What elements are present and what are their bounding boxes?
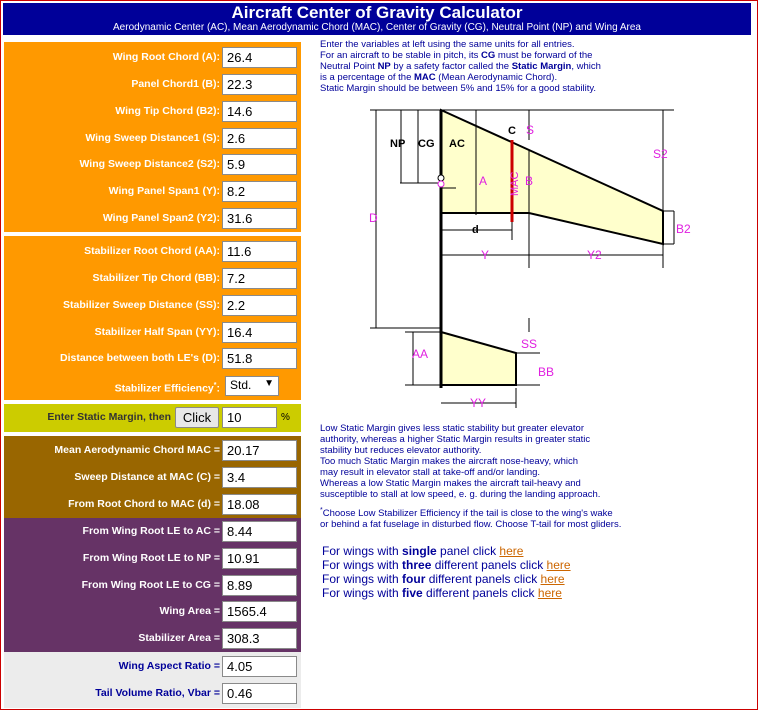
d-big-label: D bbox=[369, 211, 378, 225]
three-panel-link[interactable]: here bbox=[546, 558, 571, 572]
le-to-cg-label: From Wing Root LE to CG = bbox=[81, 579, 220, 591]
link-0-bold: single bbox=[402, 544, 437, 558]
static-margin-section bbox=[4, 404, 301, 432]
wing-span2-row bbox=[4, 205, 301, 232]
stab-tip-chord-input[interactable] bbox=[222, 268, 297, 289]
root-to-mac-label: From Root Chord to MAC (d) = bbox=[68, 498, 220, 510]
four-panel-link[interactable]: here bbox=[540, 572, 565, 586]
wing-sweep2-label: Wing Sweep Distance2 (S2): bbox=[79, 158, 220, 170]
stab-root-chord-label: Stabilizer Root Chord (AA): bbox=[84, 245, 220, 257]
stabilizer-planform bbox=[441, 332, 516, 385]
static-margin-input[interactable] bbox=[222, 407, 277, 428]
stab-half-span-label: Stabilizer Half Span (YY): bbox=[94, 326, 220, 338]
intro-3b: NP bbox=[377, 61, 391, 72]
intro-4b: MAC bbox=[414, 72, 436, 83]
single-panel-link[interactable]: here bbox=[499, 544, 524, 558]
intro-3e: , which bbox=[571, 61, 601, 72]
note-line-3: stability but reduces elevator authority. bbox=[320, 445, 482, 456]
click-button[interactable]: Click bbox=[175, 407, 219, 428]
stab-efficiency-label bbox=[115, 372, 220, 399]
page-subtitle: Aerodynamic Center (AC), Mean Aerodynamic Chord (MAC), Center of Gravity (CG), Neutral Point (NP) and Wing Area bbox=[113, 22, 641, 33]
link-2-pre: For wings with bbox=[322, 572, 403, 586]
intro-line-4 bbox=[320, 72, 750, 83]
page-title: Aircraft Center of Gravity Calculator bbox=[231, 3, 523, 22]
intro-line-1: Enter the variables at left using the same units for all entries. bbox=[320, 39, 575, 50]
panel-chord1-label: Panel Chord1 (B): bbox=[131, 78, 220, 90]
note-line-7: susceptible to stall at low speed, e. g. during the landing approach. bbox=[320, 489, 601, 500]
le-distance-input[interactable] bbox=[222, 348, 297, 369]
chevron-down-icon: ▼ bbox=[264, 378, 274, 389]
le-to-cg-output[interactable] bbox=[222, 575, 297, 596]
note-line-8-text: Choose Low Stabilizer Efficiency if the tail is close to the wing's wake bbox=[322, 508, 613, 520]
wing-area-row bbox=[4, 598, 301, 625]
a-label: A bbox=[479, 174, 488, 188]
intro-2c: must be forward of the bbox=[495, 50, 593, 61]
le-to-ac-label: From Wing Root LE to AC = bbox=[82, 525, 220, 537]
panel-chord1-input[interactable] bbox=[222, 74, 297, 95]
link-0-post: panel click bbox=[436, 544, 500, 558]
s2-label: S2 bbox=[653, 147, 668, 161]
wing-span1-label: Wing Panel Span1 (Y): bbox=[108, 185, 220, 197]
link-3-pre: For wings with bbox=[322, 586, 403, 600]
bb-label: BB bbox=[538, 365, 555, 379]
le-to-np-row bbox=[4, 545, 301, 572]
aa-label: AA bbox=[412, 347, 429, 361]
intro-line-5: Static Margin should be between 5% and 15% for a good stability. bbox=[320, 83, 597, 94]
note-asterisk: * bbox=[320, 507, 323, 514]
ss-label: SS bbox=[521, 337, 538, 351]
note-line-1: Low Static Margin gives less static stability but greater elevator bbox=[320, 423, 585, 434]
link-1-post: different panels click bbox=[431, 558, 547, 572]
le-to-ac-row bbox=[4, 518, 301, 545]
mac-output[interactable] bbox=[222, 440, 297, 461]
aspect-ratio-label: Wing Aspect Ratio = bbox=[118, 660, 220, 672]
intro-3a: Neutral Point bbox=[320, 61, 378, 72]
mac-row bbox=[4, 437, 301, 464]
sweep-mac-output[interactable] bbox=[222, 467, 297, 488]
link-1-bold: three bbox=[402, 558, 432, 572]
wing-diagram bbox=[350, 100, 710, 420]
page-header bbox=[3, 3, 751, 35]
wing-area-output[interactable] bbox=[222, 601, 297, 622]
y-label: Y bbox=[481, 248, 490, 262]
panel-chord1-row bbox=[4, 71, 301, 98]
note-line-5: may result in elevator stall at take-off and/or landing. bbox=[320, 467, 541, 478]
wing-span2-label: Wing Panel Span2 (Y2): bbox=[102, 212, 220, 224]
notes-text bbox=[320, 423, 750, 530]
stab-area-output[interactable] bbox=[222, 628, 297, 649]
stab-root-chord-input[interactable] bbox=[222, 241, 297, 262]
stab-efficiency-asterisk: * bbox=[213, 382, 217, 389]
wing-root-chord-label: Wing Root Chord (A): bbox=[112, 51, 220, 63]
y2-label: Y2 bbox=[587, 248, 602, 262]
note-line-8 bbox=[320, 505, 750, 519]
percent-unit: % bbox=[281, 412, 290, 423]
intro-3d: Static Margin bbox=[511, 61, 572, 72]
wing-span2-input[interactable] bbox=[222, 208, 297, 229]
np-label: NP bbox=[390, 138, 406, 150]
stab-sweep-label: Stabilizer Sweep Distance (SS): bbox=[63, 299, 220, 311]
link-0-pre: For wings with bbox=[322, 544, 403, 558]
position-results-section bbox=[4, 518, 301, 652]
wing-span1-row bbox=[4, 178, 301, 205]
wing-sweep2-input[interactable] bbox=[222, 154, 297, 175]
mac-label-diagram: MAC bbox=[509, 171, 521, 196]
wing-sweep2-row bbox=[4, 151, 301, 178]
le-to-cg-row bbox=[4, 572, 301, 599]
stab-sweep-row bbox=[4, 292, 301, 319]
stab-area-label: Stabilizer Area = bbox=[138, 632, 220, 644]
stab-half-span-input[interactable] bbox=[222, 322, 297, 343]
mac-results-section bbox=[4, 436, 301, 518]
intro-4c: (Mean Aerodynamic Chord). bbox=[435, 72, 558, 83]
tail-volume-label: Tail Volume Ratio, Vbar = bbox=[95, 687, 220, 699]
wing-tip-chord-input[interactable] bbox=[222, 101, 297, 122]
link-row-five bbox=[322, 586, 571, 600]
intro-2b: CG bbox=[481, 50, 496, 61]
b2-label: B2 bbox=[676, 222, 691, 236]
stab-sweep-input[interactable] bbox=[222, 295, 297, 316]
intro-line-3 bbox=[320, 61, 750, 72]
link-row-single bbox=[322, 544, 571, 558]
wing-inputs-section bbox=[4, 42, 301, 232]
wing-span1-input[interactable] bbox=[222, 181, 297, 202]
le-distance-row bbox=[4, 345, 301, 372]
wing-sweep1-input[interactable] bbox=[222, 128, 297, 149]
link-2-bold: four bbox=[402, 572, 426, 586]
wing-root-chord-row bbox=[4, 44, 301, 71]
ratio-results-section bbox=[4, 652, 301, 708]
stab-half-span-row bbox=[4, 319, 301, 346]
link-3-bold: five bbox=[402, 586, 423, 600]
static-margin-label: Enter Static Margin, then bbox=[47, 411, 171, 423]
link-row-four bbox=[322, 572, 571, 586]
tail-volume-row bbox=[4, 680, 301, 707]
wing-type-links bbox=[322, 544, 571, 600]
sweep-mac-row bbox=[4, 464, 301, 491]
link-3-post: different panels click bbox=[422, 586, 538, 600]
stab-root-chord-row bbox=[4, 238, 301, 265]
link-row-three bbox=[322, 558, 571, 572]
np-point bbox=[438, 181, 444, 187]
wing-root-chord-input[interactable] bbox=[222, 47, 297, 68]
d-small-label: d bbox=[472, 224, 479, 236]
link-1-pre: For wings with bbox=[322, 558, 403, 572]
mac-label: Mean Aerodynamic Chord MAC = bbox=[54, 444, 220, 456]
intro-4a: is a percentage of the bbox=[320, 72, 415, 83]
stab-efficiency-row bbox=[4, 372, 301, 399]
cg-point bbox=[438, 175, 444, 181]
five-panel-link[interactable]: here bbox=[537, 586, 562, 600]
stab-tip-chord-label: Stabilizer Tip Chord (BB): bbox=[92, 272, 220, 284]
note-line-6: Whereas a low Static Margin makes the aircraft tail-heavy and bbox=[320, 478, 581, 489]
note-line-2: authority, whereas a higher Static Margin results in greater static bbox=[320, 434, 591, 445]
stab-efficiency-text: Stabilizer Efficiency bbox=[114, 382, 214, 395]
aspect-ratio-output[interactable] bbox=[222, 656, 297, 677]
sweep-mac-label: Sweep Distance at MAC (C) = bbox=[74, 471, 220, 483]
le-to-np-label: From Wing Root LE to NP = bbox=[82, 552, 220, 564]
intro-text bbox=[320, 39, 750, 94]
le-distance-label: Distance between both LE's (D): bbox=[59, 352, 220, 364]
stab-efficiency-colon: : bbox=[216, 382, 220, 395]
intro-2a: For an aircraft to be stable in pitch, its bbox=[320, 50, 482, 61]
stab-area-row bbox=[4, 625, 301, 652]
le-to-np-output[interactable] bbox=[222, 548, 297, 569]
c-label: C bbox=[508, 125, 516, 137]
intro-3c: by a safety factor called the bbox=[390, 61, 512, 72]
note-line-4: Too much Static Margin makes the aircraft nose-heavy, which bbox=[320, 456, 579, 467]
root-to-mac-output[interactable] bbox=[222, 494, 297, 515]
aspect-ratio-row bbox=[4, 653, 301, 680]
stab-efficiency-value: Std. bbox=[230, 378, 252, 392]
b-label: B bbox=[525, 174, 534, 188]
le-to-ac-output[interactable] bbox=[222, 521, 297, 542]
link-2-post: different panels click bbox=[425, 572, 541, 586]
intro-line-2 bbox=[320, 50, 750, 61]
cg-label: CG bbox=[418, 138, 435, 150]
wing-sweep1-label: Wing Sweep Distance1 (S): bbox=[85, 132, 220, 144]
root-to-mac-row bbox=[4, 491, 301, 518]
stabilizer-inputs-section bbox=[4, 236, 301, 400]
stab-tip-chord-row bbox=[4, 265, 301, 292]
tail-volume-output[interactable] bbox=[222, 683, 297, 704]
ac-label: AC bbox=[449, 138, 465, 150]
wing-tip-chord-label: Wing Tip Chord (B2): bbox=[115, 105, 220, 117]
yy-label: YY bbox=[470, 396, 487, 410]
wing-tip-chord-row bbox=[4, 98, 301, 125]
wing-area-label: Wing Area = bbox=[159, 605, 220, 617]
note-line-9: or behind a fat fuselage in disturbed flow. Choose T-tail for most gliders. bbox=[320, 519, 622, 531]
wing-sweep1-row bbox=[4, 125, 301, 152]
s-label: S bbox=[526, 123, 535, 137]
stab-efficiency-select[interactable] bbox=[225, 376, 279, 396]
